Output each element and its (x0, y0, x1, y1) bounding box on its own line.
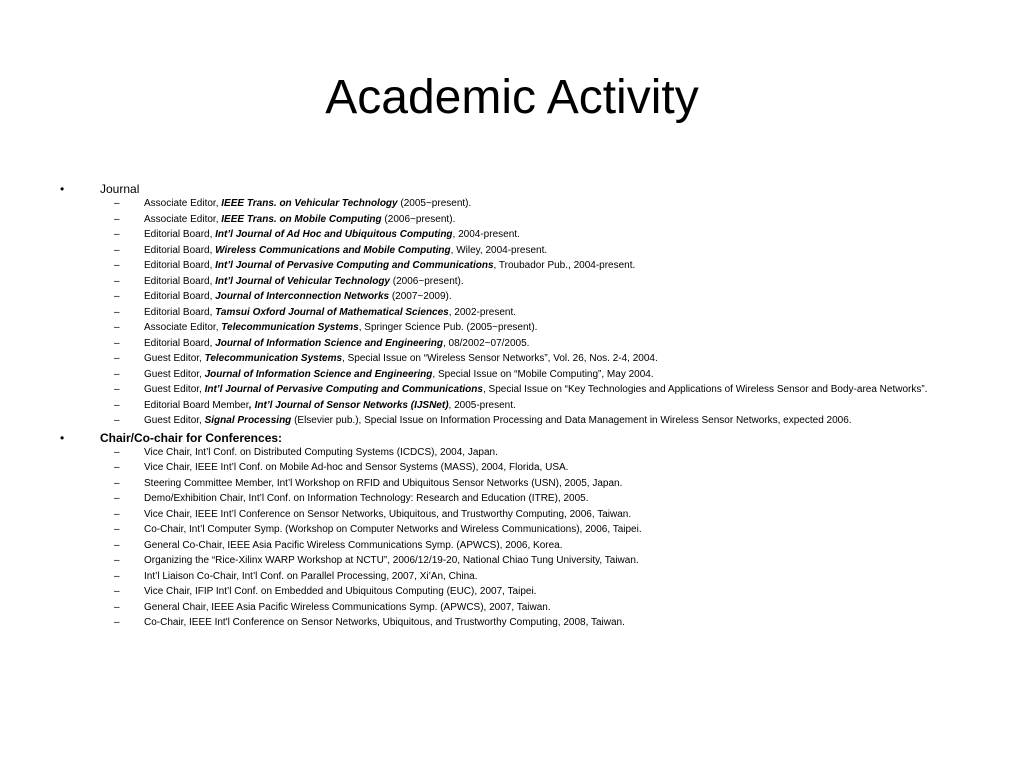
item-details: (2005~present). (397, 198, 472, 209)
item-details: , 2004-present. (452, 229, 520, 240)
item-details: , Special Issue on “Mobile Computing”, May 2004. (432, 368, 654, 380)
item-details: , Special Issue on “Wireless Sensor Networks”, Vol. 26, Nos. 2-4, 2004. (342, 353, 658, 364)
item-publication: Int’l Journal of Vehicular Technology (215, 275, 390, 287)
list-item (0, 462, 1024, 474)
item-publication: Int’l Journal of Pervasive Computing and Communications (204, 384, 483, 395)
list-item (0, 322, 1024, 334)
list-item (0, 540, 1024, 552)
dash-icon: – (114, 446, 120, 458)
item-text: Editorial Board, (144, 291, 216, 302)
item-publication: Telecommunication Systems (221, 322, 359, 333)
list-item (0, 555, 1024, 567)
item-publication: Journal of Interconnection Networks (215, 291, 390, 302)
item-text: General Co-Chair, IEEE Asia Pacific Wireless Communications Symp. (APWCS), 2006, Korea. (144, 539, 563, 551)
list-item (0, 509, 1024, 521)
list-item (0, 447, 1024, 459)
item-text: Editorial Board Member (144, 399, 250, 411)
dash-icon: – (114, 415, 120, 426)
dash-icon: – (114, 229, 120, 240)
item-details: , Special Issue on “Key Technologies and Applications of Wireless Sensor and Body-area Networks”. (482, 384, 928, 395)
item-publication: IEEE Trans. on Mobile Computing (221, 213, 382, 225)
dash-icon: – (114, 198, 120, 209)
bullet-icon: • (60, 430, 65, 445)
section-heading (0, 431, 1024, 446)
item-text: Demo/Exhibition Chair, Int’l Conf. on Information Technology: Research and Education (ITRE), 2005. (144, 493, 589, 504)
item-publication: IEEE Trans. on Vehicular Technology (221, 198, 398, 209)
dash-icon: – (114, 260, 120, 271)
item-text: Organizing the “Rice-Xilinx WARP Workshop at NCTU”, 2006/12/19-20, National Chiao Tung University, Taiwan. (144, 555, 639, 566)
item-text: Associate Editor, (144, 213, 222, 225)
list-item (0, 478, 1024, 490)
item-text: Editorial Board, (144, 275, 216, 287)
item-publication: Journal of Information Science and Engineering (215, 337, 443, 349)
list-item (0, 338, 1024, 350)
list-item (0, 229, 1024, 241)
item-text: Editorial Board, (144, 260, 216, 271)
slide-content (0, 182, 1024, 633)
dash-icon: – (114, 477, 120, 489)
item-text: Associate Editor, (144, 198, 222, 209)
dash-icon: – (114, 493, 120, 504)
conference-list (0, 447, 1024, 630)
item-text: General Chair, IEEE Asia Pacific Wireless Communications Symp. (APWCS), 2007, Taiwan. (144, 601, 551, 613)
item-text: Vice Chair, IEEE Int’l Conference on Sensor Networks, Ubiquitous, and Trustworthy Computing, 2006, Taiwan. (144, 508, 632, 520)
item-text: Vice Chair, IFIP Int’l Conf. on Embedded and Ubiquitous Computing (EUC), 2007, Taipei. (144, 586, 537, 597)
item-details: (Elsevier pub.), Special Issue on Information Processing and Data Management in Wireless Sensor Networks, expected 2006. (291, 415, 852, 426)
dash-icon: – (114, 508, 120, 520)
item-details: , Troubador Pub., 2004-present. (493, 260, 636, 271)
list-item (0, 602, 1024, 614)
item-details: , 2005-present. (448, 399, 516, 411)
item-details: (2007~2009). (389, 291, 452, 302)
item-text: Associate Editor, (144, 322, 222, 333)
section-heading-label: Chair/Co-chair for Conferences: (100, 430, 283, 445)
list-item (0, 198, 1024, 210)
list-item (0, 415, 1024, 427)
list-item (0, 571, 1024, 583)
list-item (0, 307, 1024, 319)
item-publication: Telecommunication Systems (204, 353, 343, 364)
section-journal (0, 182, 1024, 427)
list-item (0, 369, 1024, 381)
dash-icon: – (114, 353, 120, 364)
list-item (0, 276, 1024, 288)
item-text: Editorial Board, (144, 337, 216, 349)
item-publication: , Int’l Journal of Sensor Networks (IJSNet) (249, 399, 449, 411)
list-item (0, 617, 1024, 629)
item-details: , 08/2002~07/2005. (442, 337, 530, 349)
item-text: Editorial Board, (144, 244, 216, 256)
section-conferences (0, 431, 1024, 630)
list-item (0, 384, 1024, 396)
item-text: Guest Editor, (144, 415, 205, 426)
item-text: Editorial Board, (144, 229, 216, 240)
dash-icon: – (114, 601, 120, 613)
dash-icon: – (114, 617, 120, 628)
list-item (0, 400, 1024, 412)
dash-icon: – (114, 306, 120, 318)
list-item (0, 586, 1024, 598)
item-publication: Wireless Communications and Mobile Computing (215, 244, 451, 256)
item-text: Co-Chair, Int’l Computer Symp. (Workshop on Computer Networks and Wireless Communications), 2006, Taipei. (144, 524, 642, 535)
item-text: Vice Chair, IEEE Int’l Conf. on Mobile Ad-hoc and Sensor Systems (MASS), 2004, Florida, USA. (144, 462, 569, 473)
item-publication: Journal of Information Science and Engineering (204, 368, 433, 380)
item-text: Vice Chair, Int’l Conf. on Distributed Computing Systems (ICDCS), 2004, Japan. (144, 446, 498, 458)
list-item (0, 493, 1024, 505)
item-details: , Wiley, 2004-present. (450, 244, 548, 256)
dash-icon: – (114, 462, 120, 473)
item-text: Guest Editor, (144, 384, 205, 395)
dash-icon: – (114, 555, 120, 566)
list-item (0, 291, 1024, 303)
item-publication: Tamsui Oxford Journal of Mathematical Sciences (215, 306, 449, 318)
slide-title: Academic Activity (325, 71, 699, 124)
dash-icon: – (114, 586, 120, 597)
dash-icon: – (114, 570, 120, 582)
dash-icon: – (114, 322, 120, 333)
bullet-icon: • (60, 182, 65, 196)
journal-list (0, 198, 1024, 427)
section-heading-label: Journal (100, 182, 140, 196)
dash-icon: – (114, 213, 120, 225)
item-details: , Springer Science Pub. (2005~present). (358, 322, 538, 333)
item-details: , 2002-present. (448, 306, 517, 318)
item-publication: Int’l Journal of Pervasive Computing and Communications (215, 260, 494, 271)
dash-icon: – (114, 368, 120, 380)
item-text: Guest Editor, (144, 353, 205, 364)
dash-icon: – (114, 244, 120, 256)
item-details: (2006~present). (390, 275, 464, 287)
dash-icon: – (114, 384, 120, 395)
list-item (0, 353, 1024, 365)
list-item (0, 214, 1024, 226)
dash-icon: – (114, 539, 120, 551)
list-item (0, 524, 1024, 536)
item-text: Guest Editor, (144, 368, 205, 380)
item-publication: Int’l Journal of Ad Hoc and Ubiquitous Computing (215, 229, 453, 240)
dash-icon: – (114, 291, 120, 302)
item-text: Editorial Board, (144, 306, 216, 318)
dash-icon: – (114, 524, 120, 535)
item-text: Co-Chair, IEEE Int'l Conference on Sensor Networks, Ubiquitous, and Trustworthy Computing, 2008, Taiwan. (144, 617, 625, 628)
dash-icon: – (114, 399, 120, 411)
item-publication: Signal Processing (204, 415, 292, 426)
dash-icon: – (114, 275, 120, 287)
list-item (0, 260, 1024, 272)
item-details: (2006~present). (381, 213, 456, 225)
item-text: Steering Committee Member, Int’l Workshop on RFID and Ubiquitous Sensor Networks (USN), 2005, Japan. (144, 477, 623, 489)
item-text: Int’l Liaison Co-Chair, Int’l Conf. on Parallel Processing, 2007, Xi’An, China. (144, 570, 478, 582)
list-item (0, 245, 1024, 257)
dash-icon: – (114, 337, 120, 349)
section-heading (0, 182, 1024, 197)
